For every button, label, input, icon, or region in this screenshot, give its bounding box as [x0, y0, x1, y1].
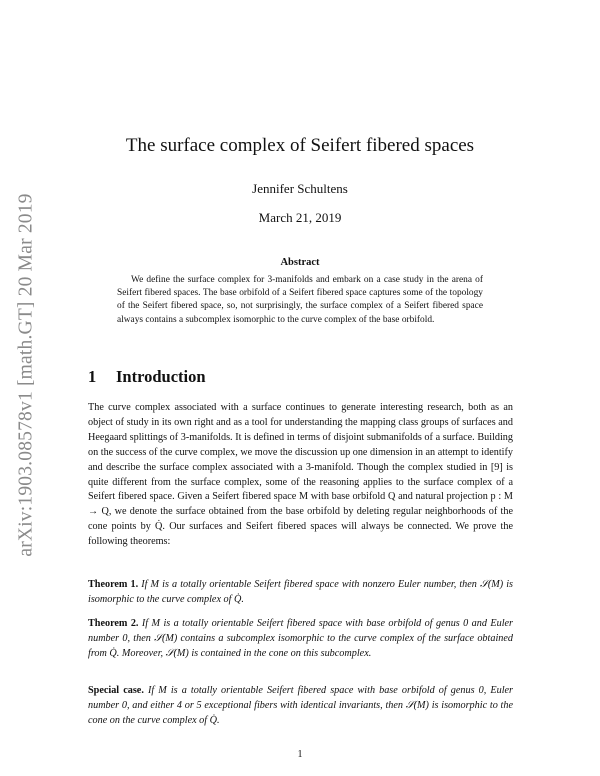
page-number: 1 [297, 749, 303, 760]
theorem-1 [88, 578, 513, 608]
section-title: Introduction [116, 367, 206, 386]
special-case-label: Special case. [88, 685, 144, 696]
section-heading [88, 367, 206, 387]
abstract-heading: Abstract [280, 257, 320, 268]
special-case-statement: If M is a totally orientable Seifert fibered space with base orbifold of genus 0, Euler number 0, and either 4 or 5 exceptional fibers with identical invariants, then 𝒮(M) is isomorphic to the cone on the curve complex of Q̇. [88, 685, 514, 726]
theorem-1-statement: If M is a totally orientable Seifert fibered space with nonzero Euler number, then 𝒮(M) is isomorphic to the curve complex of Q̇. [88, 579, 514, 605]
theorem-1-label: Theorem 1. [88, 579, 139, 590]
abstract-text: We define the surface complex for 3-manifolds and embark on a case study in the arena of Seifert fibered spaces. The base orbifold of a Seifert fibered space captures some of the topology of the Seifert fibered space, so, not surprisingly, the surface complex of a Seifert fibered space always contains a subcomplex isomorphic to the curve complex of the base orbifold. [117, 275, 483, 325]
special-case [88, 684, 513, 729]
theorem-2 [88, 617, 513, 662]
theorem-2-label: Theorem 2. [88, 618, 139, 629]
arxiv-identifier: arXiv:1903.08578v1 [math.GT] 20 Mar 2019 [16, 193, 37, 557]
arxiv-watermark [6, 175, 48, 575]
paper-date: March 21, 2019 [258, 210, 342, 225]
paper-title: The surface complex of Seifert fibered spaces [125, 135, 475, 156]
intro-paragraph: The curve complex associated with a surface continues to generate interesting research, both as an object of study in its own right and as a tool for understanding the mapping class groups of surfaces and Heegaard splittings of 3-manifolds. It is defined in terms of disjoint submanifolds of a surface. Building on the success of the curve complex, we move the discussion up one dimension in an attempt to identify and describe the surface complex associated with a 3-manifold. Though the complex studied in [9] is quite different from the surface complex, some of the reasoning applies to the surface complex of a Seifert fibered space. Given a Seifert fibered space M with base orbifold Q and natural projection p : M → Q, we denote the surface obtained from the base orbifold by deleting regular neighborhoods of the cone points by Q̇. Our surfaces and Seifert fibered spaces will always be connected. We prove the following theorems: [88, 402, 513, 548]
section-number: 1 [88, 367, 97, 386]
paper-author: Jennifer Schultens [252, 181, 348, 196]
theorem-2-statement: If M is a totally orientable Seifert fibered space with base orbifold of genus 0 and Euler number 0, then 𝒮(M) contains a subcomplex isomorphic to the curve complex of the surface obtained from Q̇. Moreover, 𝒮(M) is contained in the cone on this subcomplex. [88, 618, 514, 659]
